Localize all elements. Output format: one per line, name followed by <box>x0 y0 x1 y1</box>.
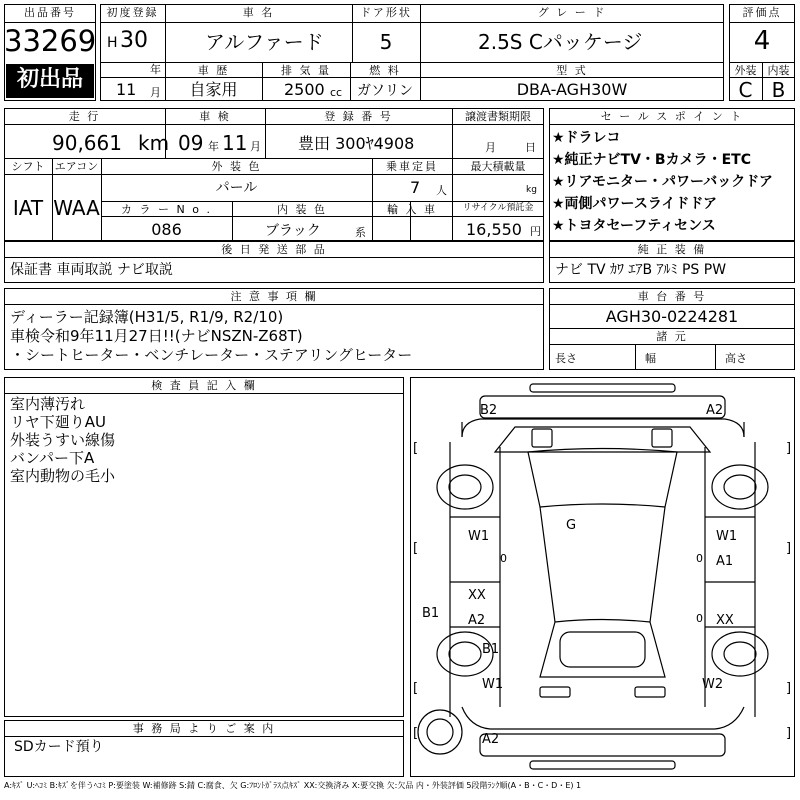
year-unit: 年 <box>150 63 161 76</box>
registration-month: 11 <box>116 80 137 99</box>
lot-number: 33269 <box>4 24 97 58</box>
damage-mark: A2 <box>482 732 500 747</box>
recycle-fee: 16,550 <box>466 220 522 239</box>
max-load-unit: kg <box>526 185 537 195</box>
displacement-header: 排 気 量 <box>281 64 331 77</box>
inspection-year: 09 <box>178 131 204 155</box>
inspector-note: 外装うすい線傷 <box>10 431 116 449</box>
damage-mark: 0 <box>696 612 703 625</box>
length-label: 長さ <box>555 352 577 365</box>
inspector-note: 室内動物の毛小 <box>10 467 116 485</box>
exterior-color-header: 外 装 色 <box>211 160 262 173</box>
aircon-value: WAA <box>53 196 100 220</box>
overall-score: 4 <box>753 26 771 56</box>
color-number-header: カ ラ ー N o . <box>121 203 212 216</box>
damage-mark: A2 <box>706 403 724 418</box>
damage-mark: 0 <box>696 552 703 565</box>
seating-unit: 人 <box>436 184 447 197</box>
caution-note: ディーラー記録簿(H31/5, R1/9, R2/10) <box>10 308 284 326</box>
model-code: DBA-AGH30W <box>516 80 628 99</box>
damage-mark: A2 <box>468 613 486 628</box>
specs-header: 諸 元 <box>656 330 688 343</box>
plate-number: 豊田 300ﾔ4908 <box>298 134 415 153</box>
grade-header: グ レ ー ド <box>537 6 607 19</box>
aircon-header: エアコン <box>54 160 99 173</box>
damage-mark: W1 <box>716 529 738 544</box>
plate-header: 登 録 番 号 <box>324 110 393 123</box>
damage-mark: W1 <box>468 529 490 544</box>
inspection-month: 11 <box>222 131 248 155</box>
door-header: ドア形状 <box>360 6 412 19</box>
damage-mark: 0 <box>500 552 507 565</box>
interior-color-suffix: 系 <box>355 226 366 239</box>
cc-unit: cc <box>330 86 343 99</box>
mileage-header: 走 行 <box>68 110 101 123</box>
office-note: SDカード預り <box>14 739 104 755</box>
damage-mark: A1 <box>716 554 734 569</box>
office-note-header: 事 務 局 よ り ご 案 内 <box>132 722 276 735</box>
transfer-month-unit: 月 <box>485 141 496 154</box>
interior-color: ブラック <box>265 223 321 239</box>
height-label: 高さ <box>725 352 747 365</box>
bracket: ] <box>786 726 792 741</box>
sales-point: ★純正ナビTV・Bカメラ・ETC <box>552 152 751 168</box>
damage-mark: XX <box>716 613 734 628</box>
caution-note: ・シートヒーター・ベンチレーター・ステアリングヒーター <box>10 346 413 364</box>
caution-note: 車検令和9年11月27日!!(ナビNSZN-Z68T) <box>10 327 303 345</box>
damage-mark: B2 <box>480 403 498 418</box>
factory-equipment: ナビ TV ｶﾜ ｴｱB ｱﾙﾐ PS PW <box>555 262 727 278</box>
exterior-color: パール <box>215 180 258 196</box>
seating-capacity: 7 <box>410 178 421 197</box>
score-header: 評価点 <box>742 6 782 19</box>
model-header: 型 式 <box>556 64 588 77</box>
mileage-value: 90,661 <box>52 131 122 155</box>
interior-color-header: 内 装 色 <box>277 203 327 216</box>
damage-mark: W2 <box>702 677 724 692</box>
fuel-value: ガソリン <box>357 83 413 99</box>
first-listing-label: 初出品 <box>16 67 83 92</box>
inspector-note: リヤ下廻りAU <box>10 413 106 431</box>
import-header: 輸 入 車 <box>387 203 437 216</box>
car-name: アルファード <box>205 30 324 54</box>
interior-grade-header: 内装 <box>767 64 790 77</box>
recycle-header: リサイクル預託金 <box>462 203 534 213</box>
later-shipping-parts-header: 後 日 発 送 部 品 <box>221 243 327 256</box>
grade-value: 2.5S Cパッケージ <box>478 30 643 54</box>
sales-point: ★トヨタセーフティセンス <box>552 218 716 234</box>
legend: A:ｷｽﾞ U:ﾍｺﾐ B:ｷｽﾞを伴うﾍｺﾐ P:要塗装 W:補修跡 S:錆 C:腐食、欠 G:ﾌﾛﾝﾄｶﾞﾗｽ点ｷｽﾞ XX:交換済み X:要交換 欠:欠品 内・外装評価 5段階ﾗﾝｸ順(A・B・C・D・E) 1 <box>4 781 582 790</box>
bracket: ] <box>786 681 792 696</box>
displacement-value: 2500 <box>284 80 325 99</box>
exterior-grade-header: 外装 <box>734 64 757 77</box>
transfer-day-unit: 日 <box>525 141 536 154</box>
chassis-number: AGH30-0224281 <box>605 307 739 326</box>
later-shipping-parts: 保証書 車両取説 ナビ取説 <box>10 262 173 278</box>
first-registration-header: 初度登録 <box>106 6 159 19</box>
inspector-notes-header: 検 査 員 記 入 欄 <box>151 379 257 392</box>
history-value: 自家用 <box>189 80 238 99</box>
sales-point: ★リアモニター・パワーバックドア <box>552 174 773 190</box>
seating-header: 乗車定員 <box>386 160 438 173</box>
width-label: 幅 <box>645 352 656 365</box>
fuel-header: 燃 料 <box>369 64 401 77</box>
recycle-unit: 円 <box>530 225 541 238</box>
damage-mark: B1 <box>422 606 440 621</box>
damage-mark: G <box>566 518 577 533</box>
bracket: [ <box>413 441 419 456</box>
registration-year: 30 <box>120 28 148 53</box>
chassis-number-header: 車 台 番 号 <box>637 290 707 303</box>
bracket: ] <box>786 441 792 456</box>
bracket: [ <box>413 541 419 556</box>
interior-grade: B <box>771 78 786 102</box>
caution-notes-header: 注 意 事 項 欄 <box>230 290 318 303</box>
inspection-header: 車 検 <box>199 110 231 123</box>
era-letter: H <box>107 35 118 51</box>
damage-mark: B1 <box>482 642 500 657</box>
mileage-unit: km <box>138 131 170 155</box>
damage-mark: W1 <box>482 677 504 692</box>
inspector-note: バンパー下A <box>10 449 95 467</box>
month-unit: 月 <box>150 86 161 99</box>
door-count: 5 <box>379 30 393 54</box>
exterior-grade: C <box>738 78 753 102</box>
lot-header: 出品番号 <box>24 6 76 19</box>
shift-value: IAT <box>12 196 44 220</box>
damage-mark: XX <box>468 588 486 603</box>
bracket: ] <box>786 541 792 556</box>
sales-point: ★ドラレコ <box>552 130 621 146</box>
sales-points-header: セ ー ル ス ポ イ ン ト <box>600 110 744 123</box>
max-load-header: 最大積載量 <box>470 160 526 173</box>
shift-header: シフト <box>11 160 45 173</box>
inspection-year-unit: 年 <box>208 140 219 153</box>
car-name-header: 車 名 <box>242 6 275 19</box>
sales-point: ★両側パワースライドドア <box>552 196 718 212</box>
bracket: [ <box>413 726 419 741</box>
bracket: [ <box>413 681 419 696</box>
factory-equipment-header: 純 正 装 備 <box>637 243 707 256</box>
inspection-month-unit: 月 <box>250 140 261 153</box>
car-damage-diagram <box>410 377 795 777</box>
inspector-note: 室内薄汚れ <box>10 395 86 413</box>
history-header: 車 歴 <box>197 64 230 77</box>
color-number: 086 <box>151 220 182 239</box>
transfer-deadline-header: 譲渡書類期限 <box>465 110 531 123</box>
